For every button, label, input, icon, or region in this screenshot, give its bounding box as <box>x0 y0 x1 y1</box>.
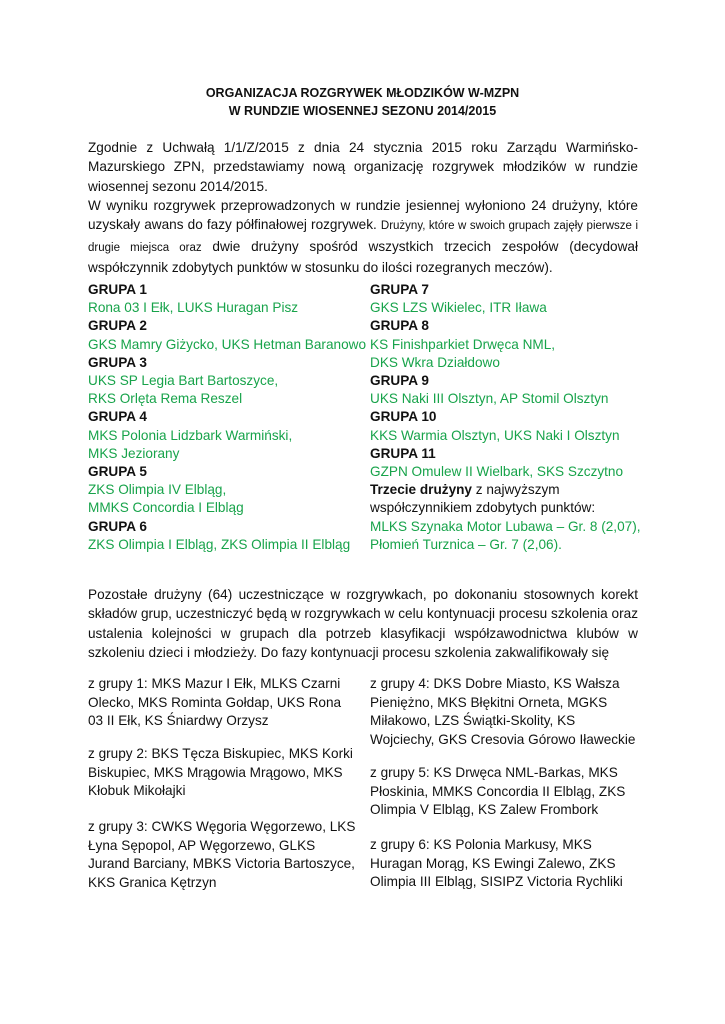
group-teams: MKS Polonia Lidzbark Warmiński, <box>88 427 293 443</box>
group-heading: GRUPA 2 <box>88 318 147 334</box>
third-teams-intro <box>370 481 640 499</box>
group-teams: ZKS Olimpia IV Elbląg, <box>88 482 227 498</box>
qualified-group-1: z grupy 1: MKS Mazur I Ełk, MLKS Czarni Olecko, MKS Rominta Gołdap, UKS Rona 03 II Ełk, KS Śniardwy Orzysz <box>88 676 342 729</box>
third-teams-rest-1: z najwyższym <box>472 482 560 498</box>
group-teams: GKS LZS Wikielec, ITR Iława <box>370 300 547 316</box>
group-heading: GRUPA 7 <box>370 282 429 297</box>
group-heading: GRUPA 6 <box>88 518 147 534</box>
group-teams: KKS Warmia Olsztyn, UKS Naki I Olsztyn <box>370 427 620 443</box>
title-line-2: W RUNDZIE WIOSENNEJ SEZONU 2014/2015 <box>228 104 497 118</box>
groups-left-column <box>88 281 367 554</box>
remaining-teams-paragraph: Pozostałe drużyny (64) uczestniczące w rozgrywkach, po dokonaniu stosownych korekt składów grup, uczestniczyć będą w rozgrywkach w celu kontynuacji procesu szkolenia oraz ustalenia kolejności w grupach dla potrzeb klasyfikacji współzawodnictwa klubów w szkoleniu dzieci i młodzieży. Do fazy kontynuacji procesu szkolenia zakwalifikowały się <box>88 587 638 660</box>
qualified-group-5: z grupy 5: KS Drwęca NML-Barkas, MKS Płoskinia, MMKS Concordia II Elbląg, ZKS Olimpia V Elbląg, KS Zalew Frombork <box>370 765 626 818</box>
group-heading: GRUPA 9 <box>370 373 429 389</box>
intro-p2-part-c: dwie drużyny spośród wszystkich trzecich zespołów (decydował współczynnik zdobytych punktów w stosunku do ilości rozegranych meczów). <box>88 238 638 275</box>
group-heading: GRUPA 1 <box>88 282 147 297</box>
group-heading: GRUPA 4 <box>88 409 147 425</box>
group-heading: GRUPA 5 <box>88 464 147 480</box>
group-teams: Rona 03 I Ełk, LUKS Huragan Pisz <box>88 300 299 316</box>
group-teams: GKS Mamry Giżycko, UKS Hetman Baranowo <box>88 336 367 352</box>
third-team-entry: Płomień Turznica – Gr. 7 (2,06). <box>370 536 562 552</box>
title-line-1: ORGANIZACJA ROZGRYWEK MŁODZIKÓW W-MZPN <box>205 86 520 100</box>
group-heading: GRUPA 8 <box>370 318 429 334</box>
document-title <box>0 84 725 120</box>
qualified-group-4: z grupy 4: DKS Dobre Miasto, KS Wałsza Pieniężno, MKS Błękitni Orneta, MGKS Miłakowo, LZS Świątki-Skolity, KS Wojciechy, GKS Cresovia Górowo Iławeckie <box>370 676 636 747</box>
group-heading: GRUPA 3 <box>88 354 147 370</box>
third-teams-rest-2: współczynnikiem zdobytych punktów: <box>370 500 596 516</box>
intro-paragraph-2 <box>88 196 638 277</box>
qualified-group-6: z grupy 6: KS Polonia Markusy, MKS Huragan Morąg, KS Ewingi Zalewo, ZKS Olimpia III Elbląg, SISIPZ Victoria Rychliki <box>370 837 623 890</box>
group-teams: MKS Jeziorany <box>88 445 180 461</box>
group-teams: GZPN Omulew II Wielbark, SKS Szczytno <box>370 464 624 480</box>
qualified-group-3: z grupy 3: CWKS Węgoria Węgorzewo, LKS Łyna Sępopol, AP Węgorzewo, GLKS Jurand Barciany, MBKS Victoria Bartoszyce, KKS Granica Kętrzyn <box>88 819 356 890</box>
intro-p2-part-b: Drużyny, które w swoich grupach zajęły pierwsze i drugie miejsca oraz <box>88 220 639 254</box>
group-heading: GRUPA 10 <box>370 409 437 425</box>
group-teams: DKS Wkra Działdowo <box>370 354 500 370</box>
third-teams-bold: Trzecie drużyny <box>370 482 472 498</box>
intro-p2-part-a: W wyniku rozgrywek przeprowadzonych w rundzie jesiennej wyłoniono 24 drużyny, które uzyskały awans do fazy półfinałowej rozgrywek. <box>88 198 638 233</box>
group-heading: GRUPA 11 <box>370 445 436 461</box>
group-teams: KS Finishparkiet Drwęca NML, <box>370 336 556 352</box>
groups-right-column <box>370 281 640 554</box>
group-teams: UKS SP Legia Bart Bartoszyce, <box>88 373 279 389</box>
third-team-entry: MLKS Szynaka Motor Lubawa – Gr. 8 (2,07), <box>370 518 641 534</box>
qualified-group-2: z grupy 2: BKS Tęcza Biskupiec, MKS Korki Biskupiec, MKS Mrągowia Mrągowo, MKS Kłobuk Mikołajki <box>88 746 353 799</box>
group-teams: ZKS Olimpia I Elbląg, ZKS Olimpia II Elbląg <box>88 536 351 552</box>
group-teams: RKS Orlęta Rema Reszel <box>88 391 243 407</box>
group-teams: UKS Naki III Olsztyn, AP Stomil Olsztyn <box>370 391 609 407</box>
intro-paragraph-1: Zgodnie z Uchwałą 1/1/Z/2015 z dnia 24 stycznia 2015 roku Zarządu Warmińsko-Mazurskiego ZPN, przedstawiamy nową organizację rozgrywek młodzików w rundzie wiosennej sezonu 2014/2015. <box>88 140 638 194</box>
group-teams: MMKS Concordia I Elbląg <box>88 500 244 516</box>
